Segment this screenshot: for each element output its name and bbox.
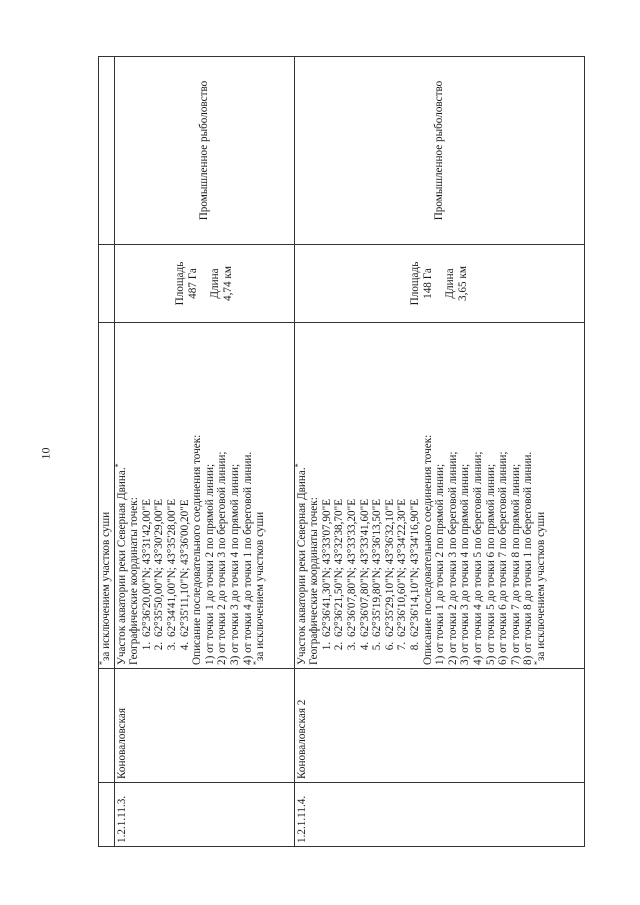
coord-item: 6. 62°35'29,10"N; 43°36'32,10"E [384, 326, 397, 639]
coords-header: Географические координаты точек: [308, 497, 321, 665]
cell-empty [99, 245, 115, 323]
area-title: Участок акватории реки Северная Двина.* [292, 463, 308, 665]
area-label: Площадь [173, 261, 186, 306]
length-value: 3,65 км [456, 266, 469, 301]
area-label: Площадь [408, 261, 421, 306]
length-label: Длина [209, 268, 222, 299]
fishing-areas-table [98, 56, 585, 847]
coord-item: 4. 62°36'07,80"N; 43°33'41,60"E [359, 326, 372, 639]
coord-item: 4. 62°35'11,10"N; 43°36'00,20"E [179, 326, 192, 639]
desc-item: 5) от точки 5 до точки 6 по прямой линии; [484, 463, 497, 665]
row-purpose: Промышленное рыболовство [294, 57, 584, 245]
coord-item: 3. 62°34'41,00"N; 43°35'28,00"E [166, 326, 179, 639]
desc-item: 2) от точки 2 до точки 3 по береговой линии; [446, 451, 459, 665]
cell-empty [99, 669, 115, 783]
desc-item: 3) от точки 3 до точки 4 по прямой линии; [459, 463, 472, 665]
desc-item: 1) от точки 1 до точки 2 по прямой линии; [203, 463, 216, 665]
rotated-table-container [98, 57, 580, 847]
row-metrics [294, 245, 584, 323]
desc-item: 6) от точки 6 до точки 7 по береговой линии; [497, 451, 510, 665]
length-value: 4,74 км [221, 266, 234, 301]
desc-item: 1) от точки 1 до точки 2 по прямой линии; [434, 463, 447, 665]
desc-item: 4) от точки 4 до точки 5 по береговой линии; [471, 451, 484, 665]
page-number: 10 [38, 447, 53, 460]
area-value: 148 Га [421, 268, 434, 299]
coord-item: 5. 62°35'19,80"N; 43°36'13,50"E [371, 326, 384, 639]
coord-item: 1. 62°36'41,30"N; 43°33'07,90"E [321, 326, 334, 639]
row-id: 1.2.1.11.4. [294, 783, 584, 847]
row-description [114, 323, 294, 669]
desc-header: Описание последовательного соединения точек: [191, 434, 204, 665]
row-purpose: Промышленное рыболовство [114, 57, 294, 245]
area-title: Участок акватории реки Северная Двина.* [112, 463, 128, 665]
cell-empty [99, 57, 115, 245]
length-label: Длина [444, 268, 457, 299]
desc-item: 8) от точки 8 до точки 1 по береговой линии. [522, 451, 535, 665]
coord-item: 3. 62°36'07,80"N; 43°33'33,20"E [346, 326, 359, 639]
row-id: 1.2.1.11.3. [114, 783, 294, 847]
table-row-continuation [99, 57, 115, 847]
coord-item: 7. 62°36'10,60"N; 43°34'22,30"E [396, 326, 409, 639]
coords-list [141, 326, 191, 665]
desc-header: Описание последовательного соединения точек: [421, 434, 434, 665]
coords-header: Географические координаты точек: [128, 497, 141, 665]
footnote: *за исключением участков суши [532, 511, 547, 665]
row-description [294, 323, 584, 669]
table-row [114, 57, 294, 847]
table-row [294, 57, 584, 847]
desc-item: 4) от точки 4 до точки 1 по береговой линии. [241, 451, 254, 665]
area-value: 487 Га [186, 268, 199, 299]
cell-empty [99, 783, 115, 847]
row-metrics [114, 245, 294, 323]
row-name: Коноваловская [114, 669, 294, 783]
coord-item: 2. 62°35'50,00"N; 43°30'29,00"E [153, 326, 166, 639]
footnote: *за исключением участков суши [251, 511, 267, 665]
coord-item: 8. 62°36'14,10"N; 43°34'16,90"E [409, 326, 422, 639]
coords-list [321, 326, 422, 665]
row-name: Коноваловская 2 [294, 669, 584, 783]
desc-item: 2) от точки 2 до точки 3 по береговой линии; [216, 451, 229, 665]
desc-item: 7) от точки 7 до точки 8 по прямой линии; [509, 463, 522, 665]
desc-item: 3) от точки 3 до точки 4 по прямой линии; [228, 463, 241, 665]
coord-item: 1. 62°36'20,00"N; 43°31'42,00"E [141, 326, 154, 639]
continuation-note: *за исключением участков суши [99, 323, 115, 669]
coord-item: 2. 62°36'21,50"N; 43°32'38,70"E [333, 326, 346, 639]
